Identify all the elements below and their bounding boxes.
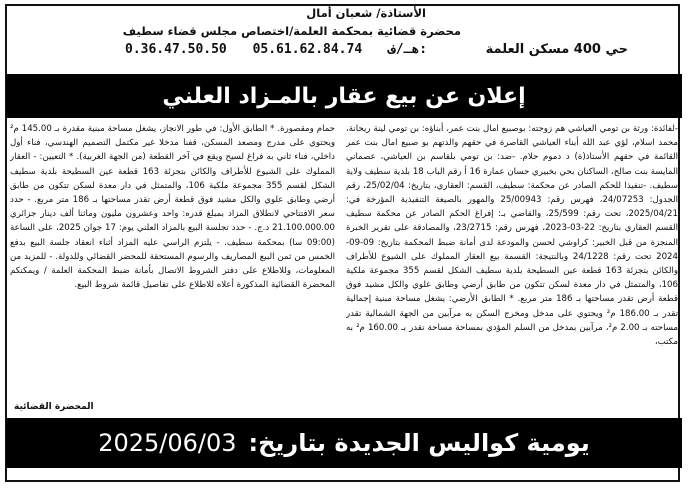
right-column-text: -لفائدة: ورثة بن تومي العياشي هم زوجته: بوصبيع امال بنت عمر، أبناؤه: بن تومي لينة ريحانة، محمد اسلام، لؤي عبد الله أبناء العياشي القاصرة في حقهم والدتهم بو صبيع امال بنت عمر القائمة في حقهم الأستاذ(ة) د دموم حلام. -ضد: بن تومي بلقاسم بن العياشي، عصماني المايسة بنت صالح، الساكنان بحي بخبيري حسان عمارة 16 أ رقم الباب 18 بلدية سطيف ولاية سطيف. -تنفيذا للحكم الصادر عن محكمة: سطيف، القسم: العقاري، بتاريخ: 25/02/04، رقم الجدول: 24/07253، فهرس رقم: 25/00943 والمهور بالصيغة التنفيذية المؤرخة في: 2025/04/21، تحت رقم: 25/599، والقاضي بـ: إفراغ الحكم الصادر عن محكمة سطيف القسم العقاري بتاريخ: 22-03-2023، فهرس رقم: 23/2715، والمصادقة على تقرير الخبرة المنجزة من قبل الخبير: كراوشي لحسن والمودعة لدى أمانة ضبط المحكمة بتاريخ: 09-09-2024 تحت رقم: 24/1228 وبالنتيجة: القسمة بيع العقار المملوك على الشيوع للأطراف والكائن بتجزئة 163 قطعة عين السطيحة بلدية سطيف الشكل لقسم 355 مجموعة ملكية 106، والمتمثل في دار معدة لسكن تتكون من طابق أرضي وطابق علوي والكل مشيد فوق قطعة أرض تقدر مساحتها بـ 186 متر مربع. * الطابق الأرضي: يشغل مساحة مبنية إجمالية تقدر بـ 186.00 م² ويحتوي على مدخل ومخرج السكن به مرآبين من الجهة الشمالية تقدر مساحته بـ 2.00 م²، مرآبين بمدخل من السلم المؤدي بمساحة مساحة تقدر بـ 160.00 م² به مكتب، (346, 124, 678, 348)
title-banner (6, 74, 682, 118)
bailiff-name: الأستاذة/ شعبان أمال (306, 6, 426, 20)
signature: المحضرة القضائية (14, 402, 94, 412)
footer-banner (6, 418, 682, 468)
left-column-text: حمام ومقصورة. * الطابق الأول: في طور الانجاز، يشغل مساحة مبنية مقدرة بـ 145.00 م² ويحتوي على مدرج ومصعد المسكن، قفنا مدخلا غير مكتمل التصميم الهندسي، فناء أول داخلي، فناء ثاني به فراغ لسيح ويقع في آخر القطعة (من الجهة الغربية). * التعيين: - العقار المملوك على الشيوع للأطراف والكائن بتجزئة 163 قطعة عين السطيحة بلدية سطيف الشكل لقسم 355 مجموعة ملكية 106، والمتمثل في دار معدة لسكن تتكون من طابق أرضي وطابق علوي والكل مشيد فوق قطعة أرض تقدر مساحتها بـ 186 متر مربع. - حدد سعر الافتتاحي لانطلاق المزاد بمبلغ قدره: واحد وعشرون مليون وماثنا ألف دينار جزائري 21.100.000.00 د.ج. - حدد تجلسة البيع بالمزاد العلني يوم: 17 جوان 2025، على الساعة (09:00 سا) بمحكمة سطيف. - يلتزم الراسي عليه المزاد أثناء انعقاد جلسة البيع بدفع الخمس من ثمن البيع المصاريف والرسوم المستحقة للمحضر القضائي وللدولة. - للمزيد من المعلومات، وللاطلاع على دفتر الشروط الاتصال بأمانة ضبط المحكمة العلمة / ويمكنكم المحضرة القضائية المذكورة أعلاه للاطلاع على تفاصيل قائمة شروط البيع. (10, 124, 335, 291)
phone-2: 0.36.47.50.50 (125, 42, 227, 57)
phone-label: هـ/ف: (387, 42, 428, 57)
left-column (10, 122, 335, 402)
right-column (346, 122, 678, 402)
header (12, 4, 676, 72)
phone-1: 05.61.62.84.74 (252, 42, 363, 57)
footer-date: 2025/06/03 (98, 429, 237, 457)
address: حي 400 مسكن العلمة (485, 42, 628, 57)
banner-title: إعلان عن بيع عقار بالمـزاد العلني (162, 83, 526, 109)
bailiff-office: محضرة قضائية بمحكمة العلمة/اختصاص مجلس قضاء سطيف (122, 24, 461, 38)
announcement-body (10, 122, 678, 402)
footer-prefix: يومية كواليس الجديدة بتاريخ: (248, 429, 590, 457)
phone-numbers (125, 42, 445, 57)
